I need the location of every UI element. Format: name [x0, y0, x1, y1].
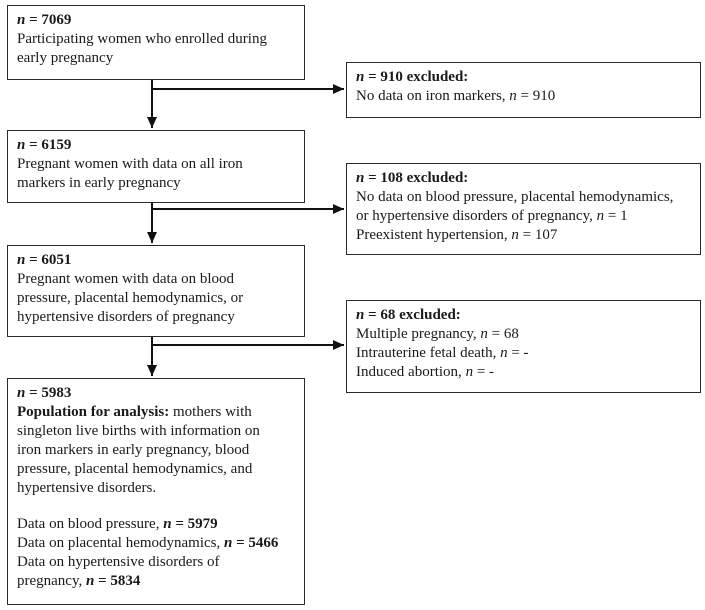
- exclusion-reason: Intrauterine fetal death, n = -: [356, 345, 529, 361]
- data-count-line: Data on placental hemodynamics, n = 5466: [17, 535, 279, 551]
- box-excluded-iron: [346, 62, 701, 118]
- box-enrolled: [7, 5, 305, 80]
- box-analysis-line: singleton live births with information on: [17, 423, 260, 439]
- exclusion-reason: No data on iron markers, n = 910: [356, 88, 556, 104]
- box-excluded-iron-count: n = 910 excluded:: [356, 69, 469, 85]
- data-count-line: Data on blood pressure, n = 5979: [17, 516, 218, 532]
- exclusion-reason: or hypertensive disorders of pregnancy, n = 1: [356, 208, 628, 224]
- box-analysis-lead: Population for analysis: mothers with: [17, 404, 252, 420]
- box-iron-count: n = 6159: [17, 137, 72, 153]
- box-bp-line: hypertensive disorders of pregnancy: [17, 309, 235, 325]
- box-bp-count: n = 6051: [17, 252, 72, 268]
- box-excluded-pregnancy-count: n = 68 excluded:: [356, 307, 461, 323]
- exclusion-reason: No data on blood pressure, placental hemodynamics,: [356, 189, 674, 205]
- data-count-line: pregnancy, n = 5834: [17, 573, 141, 589]
- box-analysis-line: pressure, placental hemodynamics, and: [17, 461, 253, 477]
- box-iron-line: Pregnant women with data on all iron: [17, 156, 243, 172]
- exclusion-reason: Induced abortion, n = -: [356, 364, 495, 380]
- box-analysis-count: n = 5983: [17, 385, 72, 401]
- box-iron-line: markers in early pregnancy: [17, 175, 181, 191]
- exclusion-reason: Preexistent hypertension, n = 107: [356, 227, 558, 243]
- box-bp-line: pressure, placental hemodynamics, or: [17, 290, 244, 306]
- exclusion-reason: Multiple pregnancy, n = 68: [356, 326, 519, 342]
- box-excluded-pregnancy: [346, 300, 701, 393]
- box-excluded-outcome: [346, 163, 701, 255]
- box-analysis-population: [7, 378, 305, 605]
- data-count-line: Data on hypertensive disorders of: [17, 554, 220, 570]
- box-analysis-line: hypertensive disorders.: [17, 480, 157, 496]
- box-analysis-line: iron markers in early pregnancy, blood: [17, 442, 250, 458]
- box-bp-cohort: [7, 245, 305, 337]
- box-enrolled-line: Participating women who enrolled during: [17, 31, 267, 47]
- box-enrolled-line: early pregnancy: [17, 50, 114, 66]
- box-enrolled-count: n = 7069: [17, 12, 72, 28]
- box-bp-line: Pregnant women with data on blood: [17, 271, 235, 287]
- box-iron-cohort: [7, 130, 305, 203]
- box-excluded-outcome-count: n = 108 excluded:: [356, 170, 469, 186]
